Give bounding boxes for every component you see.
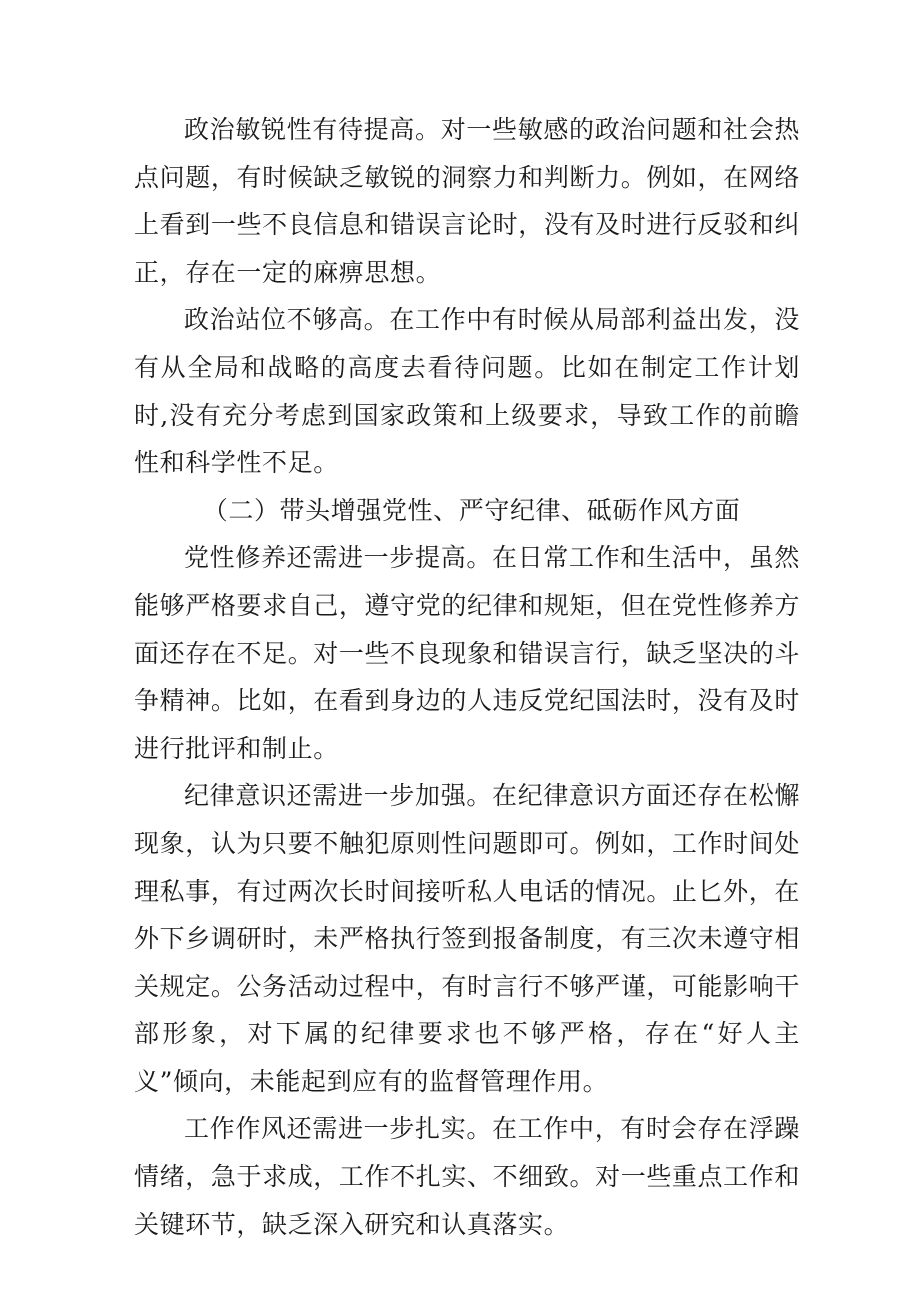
section-heading: （二）带头增强党性、严守纪律、砥砺作风方面 bbox=[202, 495, 741, 525]
document-body bbox=[134, 106, 800, 1248]
paragraph-discipline-awareness: 纪律意识还需进一步加强。在纪律意识方面还存在松懈现象，认为只要不触犯原则性问题即可。例如，工作时间处理私事，有过两次长时间接听私人电话的情况。止匕外，在外下乡调研时，未严格执行签到报备制度，有三次未遵守相关规定。公务活动过程中，有时言行不够严谨，可能影响干部形象，对下属的纪律要求也不够严格，存在“好人主义”倾向，未能起到应有的监督管理作用。 bbox=[134, 781, 800, 1096]
paragraph-party-cultivation: 党性修养还需进一步提高。在日常工作和生活中，虽然能够严格要求自己，遵守党的纪律和规矩，但在党性修养方面还存在不足。对一些不良现象和错误言行，缺乏坚决的斗争精神。比如，在看到身边的人违反党纪国法时，没有及时进行批评和制止。 bbox=[134, 543, 800, 763]
paragraph-political-sensitivity: 政治敏锐性有待提高。对一些敏感的政治问题和社会热点问题，有时候缺乏敏锐的洞察力和判断力。例如，在网络上看到一些不良信息和错误言论时，没有及时进行反驳和纠正，存在一定的麻痹思想。 bbox=[134, 115, 800, 287]
paragraph-political-stance: 政治站位不够高。在工作中有时候从局部利益出发，没有从全局和战略的高度去看待问题。比如在制定工作计划时,没有充分考虑到国家政策和上级要求，导致工作的前瞻性和科学性不足。 bbox=[134, 305, 800, 478]
paragraph-work-style: 工作作风还需进一步扎实。在工作中，有时会存在浮躁情绪，急于求成，工作不扎实、不细致。对一些重点工作和关键环节，缺乏深入研究和认真落实。 bbox=[134, 1114, 800, 1239]
